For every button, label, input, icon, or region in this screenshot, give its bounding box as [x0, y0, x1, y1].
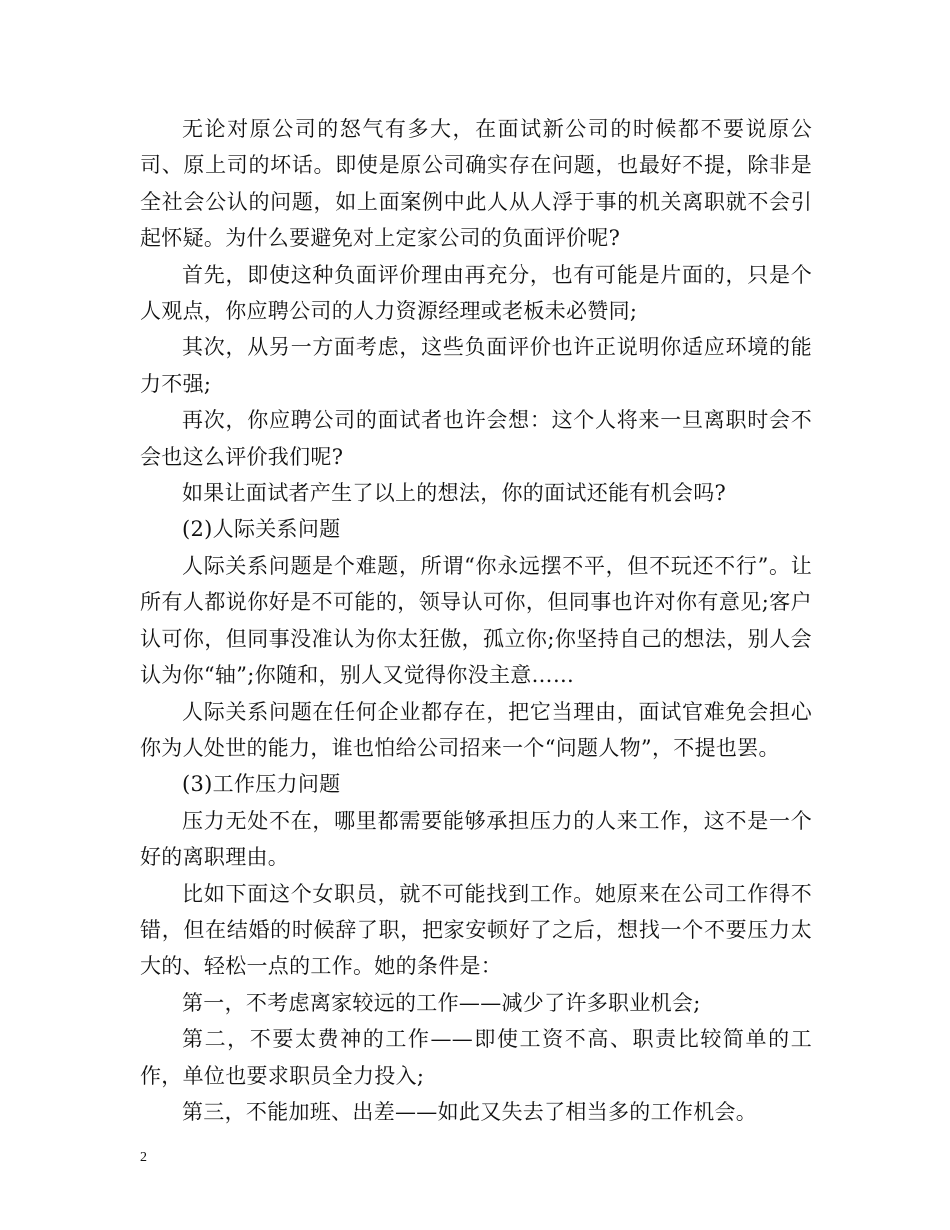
section-heading: (2)人际关系问题	[182, 517, 341, 542]
paragraph: 再次，你应聘公司的面试者也许会想：这个人将来一旦离职时会不会也这么评价我们呢?	[140, 408, 812, 469]
paragraph: 压力无处不在，哪里都需要能够承担压力的人来工作，这不是一个好的离职理由。	[140, 808, 812, 870]
paragraph: 无论对原公司的怒气有多大，在面试新公司的时候都不要说原公司、原上司的坏话。即使是原公司确实存在问题，也最好不提，除非是全社会公认的问题，如上面案例中此人从人浮于事的机关离职就不会引起怀疑。为什么要避免对上定家公司的负面评价呢?	[140, 117, 812, 251]
paragraph: 其次，从另一方面考虑，这些负面评价也许正说明你适应环境的能力不强;	[140, 335, 812, 396]
paragraph: 人际关系问题是个难题，所谓“你永远摆不平，但不玩还不行”。让所有人都说你好是不可能的，领导认可你，但同事也许对你有意见;客户认可你，但同事没准认为你太狂傲，孤立你;你坚持自己的想法，别人会认为你“轴”;你随和，别人又觉得你没主意……	[140, 553, 812, 688]
list-item: 第一，不考虑离家较远的工作——减少了许多职业机会;	[182, 990, 701, 1015]
list-item: 第二，不要太费神的工作——即使工资不高、职责比较简单的工作，单位也要求职员全力投入;	[140, 1027, 812, 1088]
document-body	[140, 111, 812, 1130]
page-number: 2	[140, 1150, 147, 1165]
paragraph: 比如下面这个女职员，就不可能找到工作。她原来在公司工作得不错，但在结婚的时候辞了职，把家安顿好了之后，想找一个不要压力太大的、轻松一点的工作。她的条件是：	[140, 881, 812, 979]
paragraph: 首先，即使这种负面评价理由再充分，也有可能是片面的，只是个人观点，你应聘公司的人力资源经理或老板未必赞同;	[140, 262, 812, 324]
paragraph: 人际关系问题在任何企业都存在，把它当理由，面试官难免会担心你为人处世的能力，谁也怕给公司招来一个“问题人物”，不提也罢。	[140, 699, 812, 760]
paragraph: 如果让面试者产生了以上的想法，你的面试还能有机会吗?	[182, 481, 727, 506]
section-heading: (3)工作压力问题	[182, 772, 341, 797]
list-item: 第三，不能加班、出差——如此又失去了相当多的工作机会。	[182, 1099, 758, 1124]
